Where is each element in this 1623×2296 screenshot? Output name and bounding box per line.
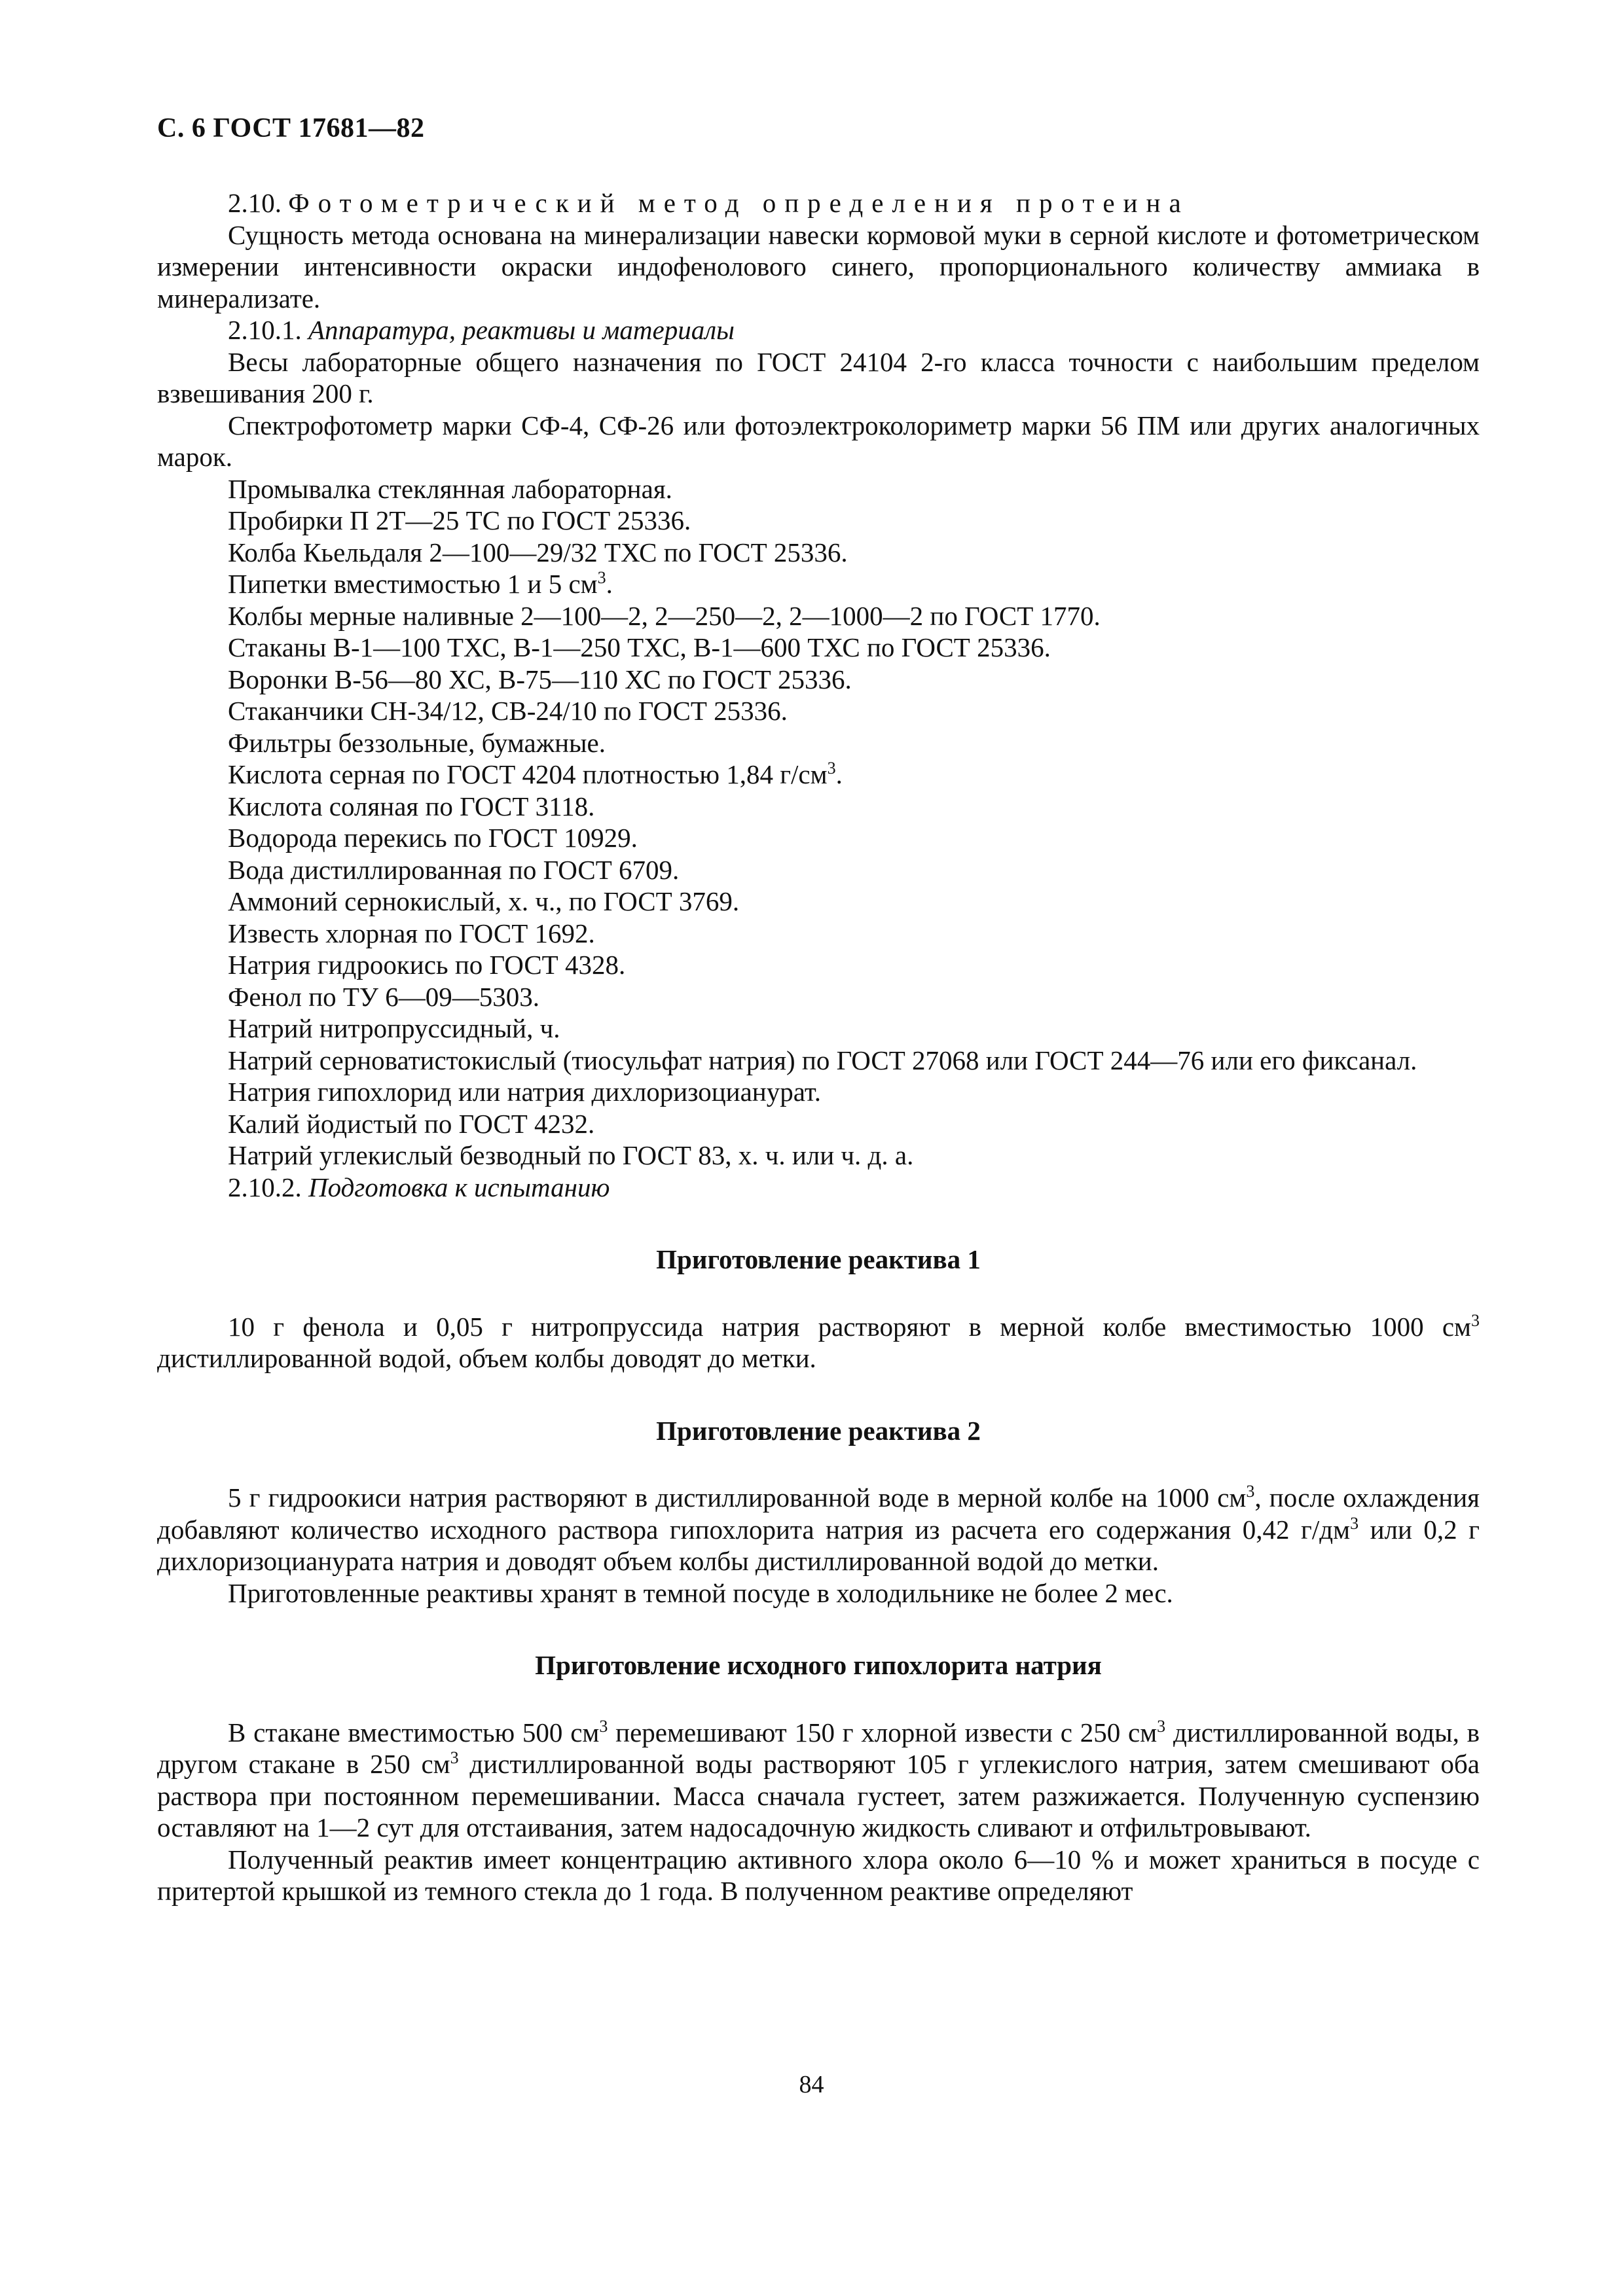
material-item: Стаканы В-1—100 ТХС, В-1—250 ТХС, В-1—600 ТХС по ГОСТ 25336. [228, 632, 1051, 662]
material-item: Известь хлорная по ГОСТ 1692. [228, 918, 595, 948]
material-item [157, 759, 1480, 791]
subsection-title: Подготовка к испытанию [308, 1172, 610, 1202]
paragraph-text: 10 г фенола и 0,05 г нитропруссида натрия растворяют в мерной колбе вместимостью 1000 см [228, 1311, 1471, 1342]
material-item: Колбы мерные наливные 2—100—2, 2—250—2, 2—1000—2 по ГОСТ 1770. [228, 600, 1101, 631]
material-item [157, 568, 1480, 600]
material-item: Водорода перекись по ГОСТ 10929. [228, 823, 638, 853]
material-text: Кислота серная по ГОСТ 4204 плотностью 1,84 г/см [228, 759, 828, 789]
paragraph-text: или 0,2 г дихлоризоцианурата натрия и доводят объем колбы дистиллированной водой до метки. [157, 1514, 1480, 1576]
material-item: Стаканчики СН-34/12, СВ-24/10 по ГОСТ 25336. [228, 696, 788, 726]
hypochlorite-heading: Приготовление исходного гипохлорита натрия [535, 1650, 1102, 1680]
document-body [157, 187, 1480, 1907]
material-item: Натрия гипохлорид или натрия дихлоризоцианурат. [228, 1077, 821, 1107]
subsection-title: Аппаратура, реактивы и материалы [308, 315, 735, 345]
material-item: Натрий нитропруссидный, ч. [228, 1013, 560, 1043]
section-title: Фотометрический метод определения протеина [288, 188, 1190, 218]
material-item: Натрий углекислый безводный по ГОСТ 83, х. ч. или ч. д. а. [228, 1140, 914, 1170]
superscript: 3 [1471, 1310, 1480, 1330]
hypochlorite-final-text: Полученный реактив имеет концентрацию активного хлора около 6—10 % и может храниться в посуде с притертой крышкой из темного стекла до 1 года. В полученном реактиве определяют [157, 1844, 1480, 1906]
superscript: 3 [1350, 1513, 1359, 1533]
material-item: Натрия гидроокись по ГОСТ 4328. [228, 950, 626, 980]
section-number: 2.10. [228, 188, 282, 218]
reagent-2-heading: Приготовление реактива 2 [656, 1415, 981, 1446]
material-item: Кислота соляная по ГОСТ 3118. [228, 791, 595, 821]
paragraph-text: дистиллированной воды, в другом стакане в 250 см [157, 1717, 1480, 1779]
superscript: 3 [450, 1748, 459, 1767]
punctuation: . [606, 569, 613, 599]
material-item: Колба Кьельдаля 2—100—29/32 ТХС по ГОСТ 25336. [228, 537, 848, 567]
section-intro: Сущность метода основана на минерализации навески кормовой муки в серной кислоте и фотометрическом измерении интенсивности окраски индофенолового синего, пропорционального количеству аммиака в минерализате. [157, 219, 1480, 314]
material-item: Пробирки П 2Т—25 ТС по ГОСТ 25336. [228, 505, 691, 535]
reagent-storage-text: Приготовленные реактивы хранят в темной посуде в холодильнике не более 2 мес. [228, 1577, 1173, 1608]
material-item: Аммоний сернокислый, х. ч., по ГОСТ 3769. [228, 886, 740, 916]
subsection-heading [157, 1172, 1480, 1204]
superscript: 3 [827, 759, 836, 778]
material-item: Весы лабораторные общего назначения по ГОСТ 24104 2-го класса точности с наибольшим пределом взвешивания 200 г. [157, 346, 1480, 408]
subsection-number: 2.10.1. [228, 315, 302, 345]
superscript: 3 [599, 1716, 608, 1736]
reagent-2-text [157, 1482, 1480, 1577]
page-number: 84 [799, 2071, 824, 2098]
section-heading [157, 187, 1480, 219]
superscript: 3 [597, 568, 606, 587]
punctuation: . [835, 759, 843, 789]
paragraph-text: дистиллированной водой, объем колбы доводят до метки. [157, 1343, 816, 1373]
superscript: 3 [1157, 1716, 1166, 1736]
material-item: Воронки В-56—80 ХС, В-75—110 ХС по ГОСТ 25336. [228, 664, 852, 694]
material-item: Фенол по ТУ 6—09—5303. [228, 981, 539, 1012]
material-item: Фильтры беззольные, бумажные. [228, 727, 606, 758]
material-item: Натрий серноватистокислый (тиосульфат натрия) по ГОСТ 27068 или ГОСТ 244—76 или его фиксанал. [228, 1045, 1417, 1075]
material-item: Промывалка стеклянная лабораторная. [228, 473, 672, 504]
material-item: Калий йодистый по ГОСТ 4232. [228, 1108, 595, 1139]
material-item: Спектрофотометр марки СФ-4, СФ-26 или фотоэлектроколориметр марки 56 ПМ или других аналогичных марок. [157, 410, 1480, 472]
paragraph-text: В стакане вместимостью 500 см [228, 1717, 600, 1748]
paragraph-text: , после охлаждения добавляют количество исходного раствора гипохлорита натрия из расчета его содержания 0,42 г/дм [157, 1482, 1480, 1545]
reagent-1-heading: Приготовление реактива 1 [656, 1244, 981, 1274]
material-item: Вода дистиллированная по ГОСТ 6709. [228, 854, 680, 885]
paragraph-text: 5 г гидроокиси натрия растворяют в дистиллированной воде в мерной колбе на 1000 см [228, 1482, 1247, 1513]
subsection-number: 2.10.2. [228, 1172, 302, 1202]
material-text: Пипетки вместимостью 1 и 5 см [228, 569, 598, 599]
reagent-1-text [157, 1311, 1480, 1374]
subsection-heading [157, 314, 1480, 346]
hypochlorite-text [157, 1717, 1480, 1844]
superscript: 3 [1246, 1482, 1255, 1501]
paragraph-text: дистиллированной воды растворяют 105 г углекислого натрия, затем смешивают оба раствора при постоянном перемешивании. Масса сначала густеет, затем разжижается. Полученную суспензию оставляют на 1—2 сут для отстаивания, затем надосадочную жидкость сливают и отфильтровывают. [157, 1749, 1480, 1842]
paragraph-text: перемешивают 150 г хлорной извести с 250 см [608, 1717, 1158, 1748]
page-header: С. 6 ГОСТ 17681—82 [157, 113, 425, 143]
